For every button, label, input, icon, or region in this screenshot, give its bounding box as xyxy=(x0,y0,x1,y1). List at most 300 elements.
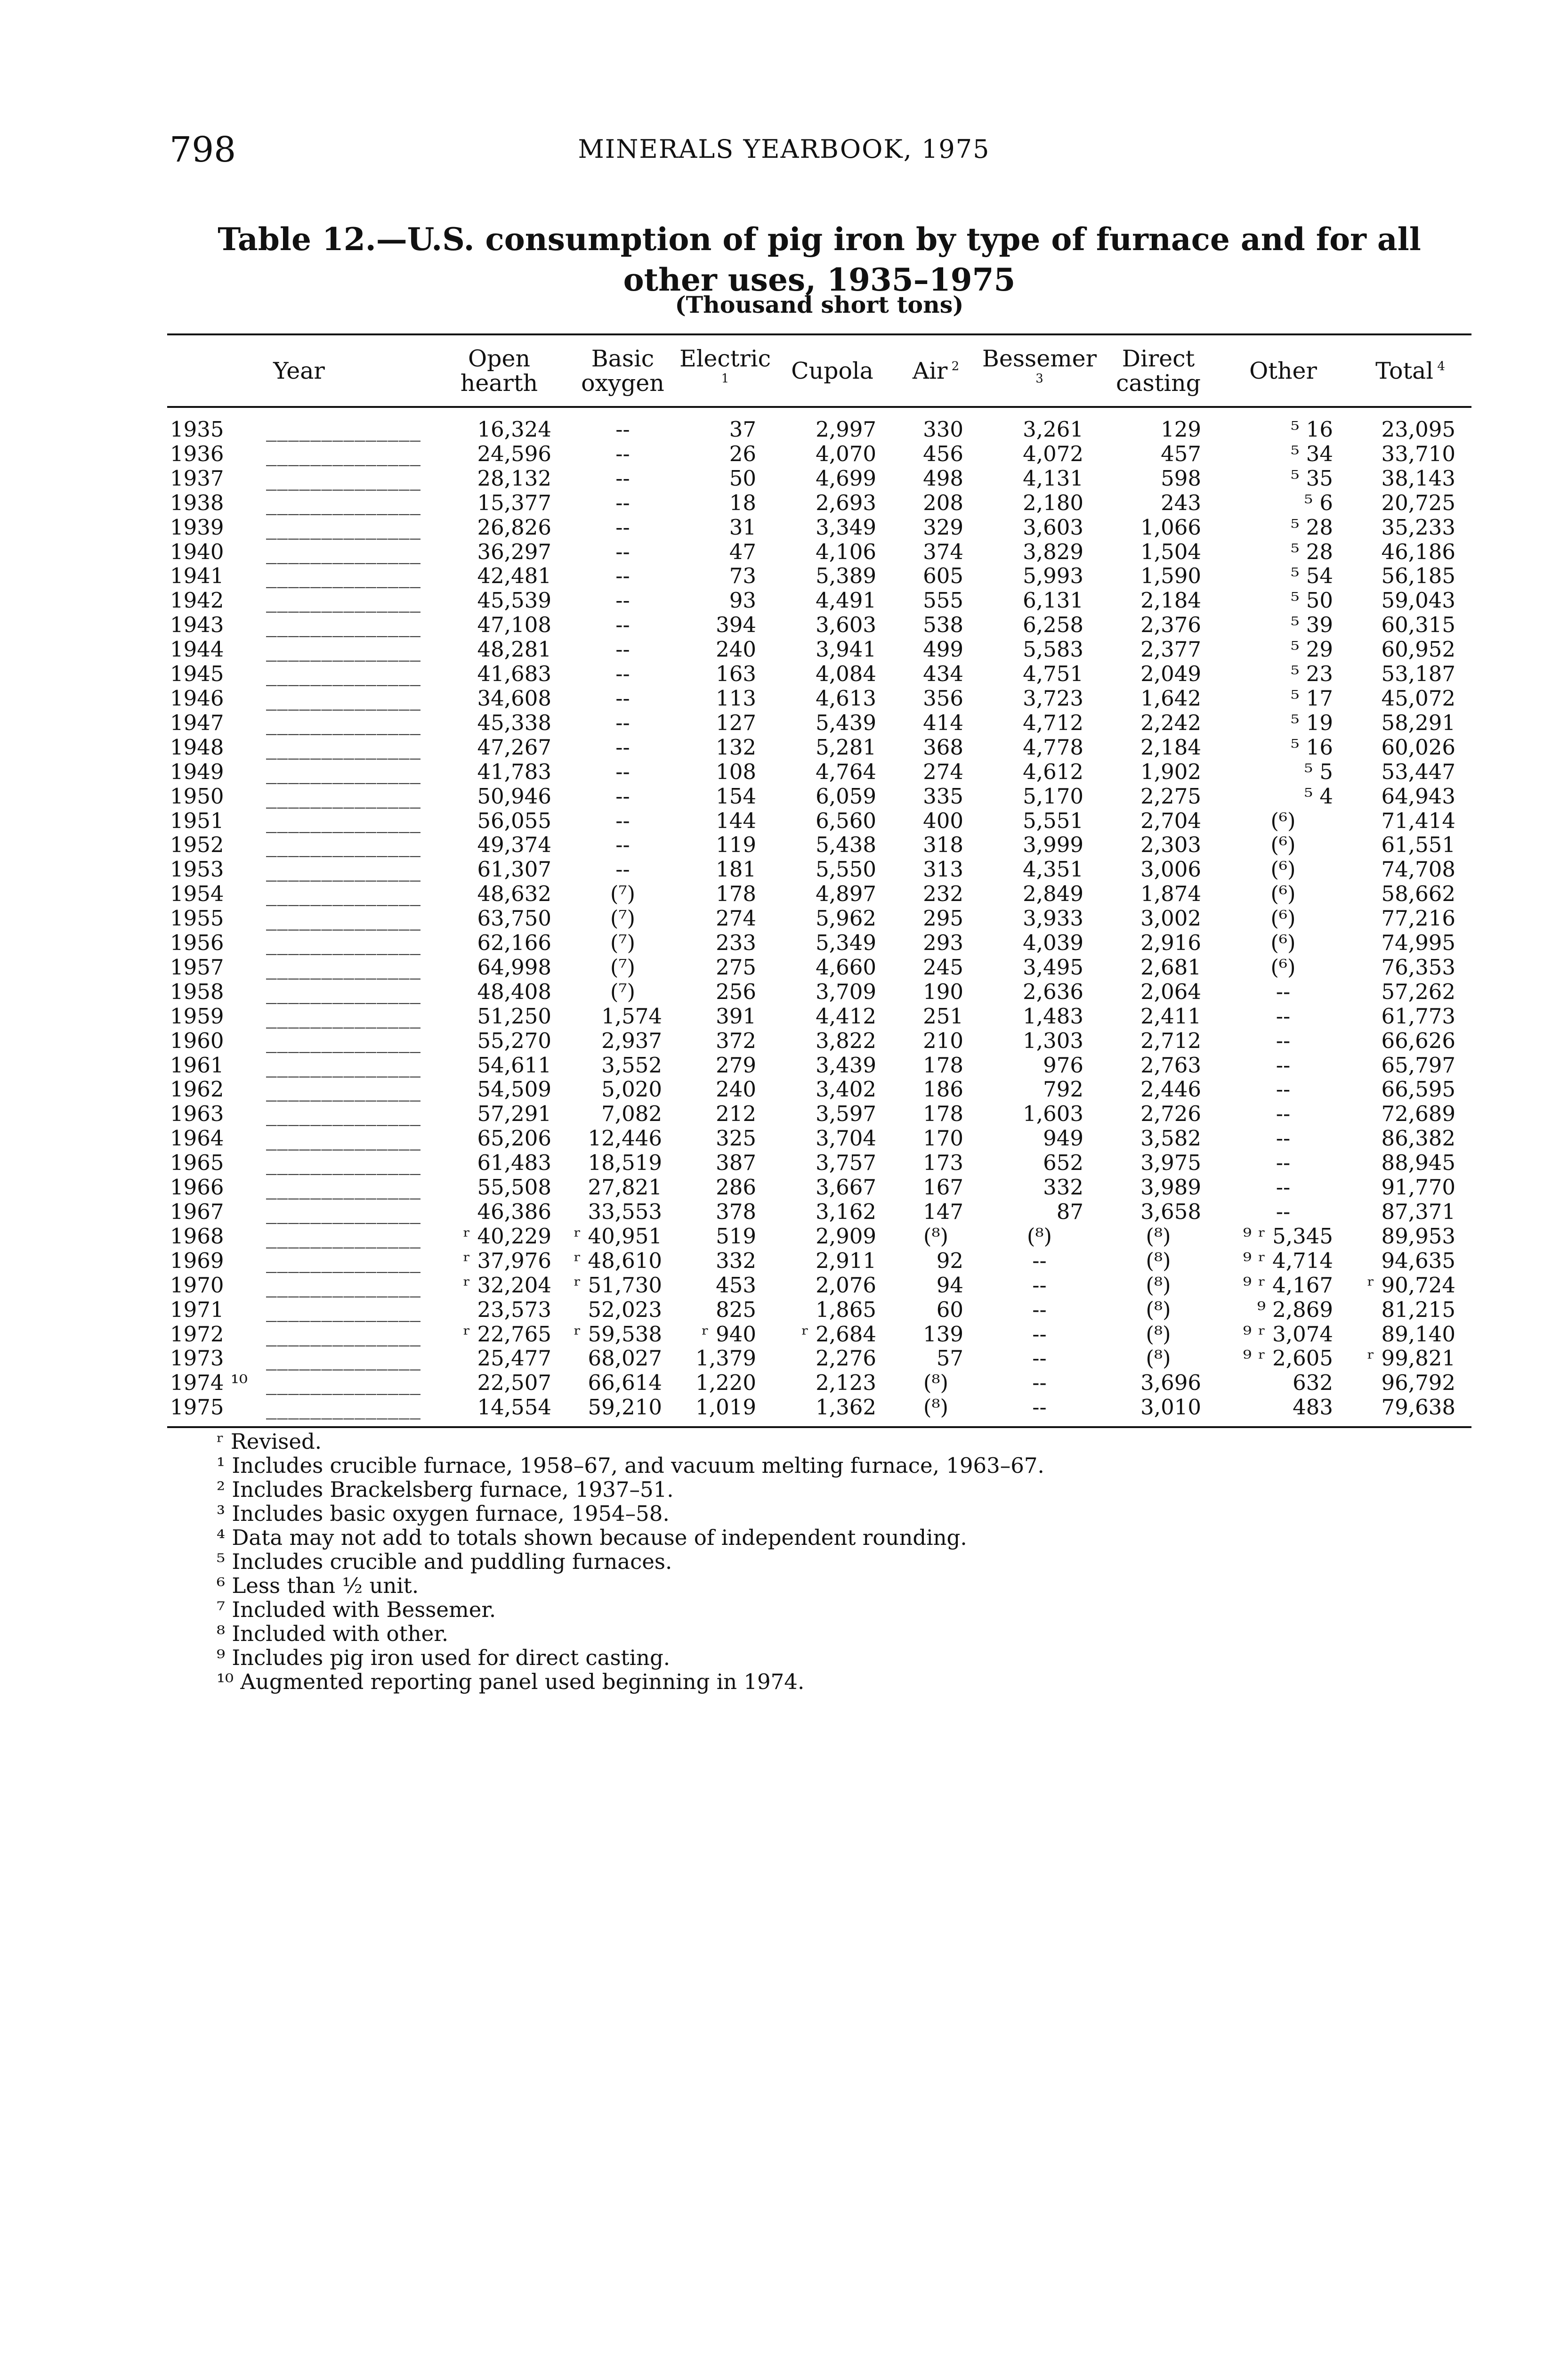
cell-cupola: 4,897 xyxy=(816,881,876,907)
cell-open-hearth: 45,539 xyxy=(477,588,551,613)
table-row xyxy=(167,1224,1471,1249)
cell-total: 60,026 xyxy=(1381,734,1455,760)
dot-leader: ______________ xyxy=(266,1199,421,1224)
table-row xyxy=(167,1004,1471,1029)
cell-direct-casting: 598 xyxy=(1161,465,1201,491)
cell-open-hearth: 54,509 xyxy=(477,1077,551,1102)
row-year: 1970 xyxy=(170,1272,224,1298)
cell-electric: 113 xyxy=(716,685,756,711)
cell-cupola: 2,076 xyxy=(816,1272,876,1298)
dot-leader: ______________ xyxy=(266,612,421,638)
table-row xyxy=(167,760,1471,784)
cell-direct-casting: 3,006 xyxy=(1140,857,1201,882)
cell-other: ⁹ ʳ 4,714 xyxy=(1243,1248,1333,1273)
cell-direct-casting: 2,049 xyxy=(1140,661,1201,687)
cell-basic-oxygen: 52,023 xyxy=(588,1297,662,1322)
cell-basic-oxygen: ʳ 59,538 xyxy=(574,1321,662,1347)
cell-bessemer: 332 xyxy=(1043,1175,1083,1200)
cell-air: 293 xyxy=(923,930,963,956)
row-year: 1952 xyxy=(170,832,224,858)
column-header-2 xyxy=(431,334,567,407)
row-year: 1971 xyxy=(170,1297,224,1322)
cell-direct-casting: 1,642 xyxy=(1140,685,1201,711)
footnote: ⁸ Included with other. xyxy=(217,1621,449,1646)
dot-leader: ______________ xyxy=(266,637,421,662)
cell-total: 64,943 xyxy=(1381,783,1455,809)
cell-cupola: 5,550 xyxy=(816,857,876,882)
table-row xyxy=(167,1126,1471,1151)
cell-cupola: 2,911 xyxy=(816,1248,876,1273)
cell-open-hearth: 45,338 xyxy=(477,710,551,735)
row-year: 1973 xyxy=(170,1346,224,1371)
cell-air: (⁸) xyxy=(923,1223,949,1249)
cell-open-hearth: 34,608 xyxy=(477,685,551,711)
cell-direct-casting: 2,242 xyxy=(1140,710,1201,735)
cell-cupola: 3,822 xyxy=(816,1028,876,1053)
cell-open-hearth: 56,055 xyxy=(477,808,551,833)
cell-total: 81,215 xyxy=(1381,1297,1455,1322)
table-row xyxy=(167,686,1471,711)
cell-direct-casting: 2,704 xyxy=(1140,808,1201,833)
cell-total: 20,725 xyxy=(1381,490,1455,515)
cell-other: -- xyxy=(1276,1175,1291,1200)
cell-other: ⁵ 28 xyxy=(1291,539,1333,564)
cell-bessemer: 87 xyxy=(1056,1199,1083,1224)
cell-basic-oxygen: -- xyxy=(615,465,630,491)
footnote: ³ Includes basic oxygen furnace, 1954–58. xyxy=(217,1501,670,1526)
table-body xyxy=(167,407,1471,1427)
column-header-3 xyxy=(567,334,678,407)
dot-leader: ______________ xyxy=(266,710,421,735)
cell-air: 178 xyxy=(923,1101,963,1127)
cell-bessemer: 3,829 xyxy=(1023,539,1083,564)
cell-year xyxy=(167,1224,431,1249)
row-year: 1940 xyxy=(170,539,224,564)
dot-leader: ______________ xyxy=(266,588,421,613)
cell-cupola: 4,412 xyxy=(816,1003,876,1029)
cell-year xyxy=(167,407,431,442)
cell-basic-oxygen: -- xyxy=(615,588,630,613)
footnote: ⁶ Less than ½ unit. xyxy=(217,1573,419,1598)
cell-year xyxy=(167,613,431,637)
cell-bessemer: 976 xyxy=(1043,1052,1083,1078)
cell-direct-casting: (⁸) xyxy=(1146,1223,1171,1249)
column-header-label: Other xyxy=(1249,357,1317,384)
cell-open-hearth: ʳ 40,229 xyxy=(463,1223,551,1249)
cell-basic-oxygen: 66,614 xyxy=(588,1370,662,1396)
row-year: 1942 xyxy=(170,588,224,613)
cell-total: 74,995 xyxy=(1381,930,1455,956)
cell-air: (⁸) xyxy=(923,1370,949,1396)
cell-bessemer: 2,636 xyxy=(1023,979,1083,1004)
cell-year xyxy=(167,1053,431,1078)
cell-cupola: 3,709 xyxy=(816,979,876,1004)
cell-other: (⁶) xyxy=(1270,832,1296,858)
cell-basic-oxygen: -- xyxy=(615,685,630,711)
cell-total: 45,072 xyxy=(1381,685,1455,711)
cell-bessemer: 652 xyxy=(1043,1150,1083,1176)
column-header-5 xyxy=(772,334,892,407)
cell-air: 400 xyxy=(923,808,963,833)
cell-open-hearth: 47,108 xyxy=(477,612,551,638)
cell-direct-casting: 2,712 xyxy=(1140,1028,1201,1053)
table-row xyxy=(167,1029,1471,1053)
cell-air: 555 xyxy=(923,588,963,613)
table-row xyxy=(167,882,1471,906)
cell-other: (⁶) xyxy=(1270,881,1296,907)
cell-year xyxy=(167,564,431,588)
cell-total: 65,797 xyxy=(1381,1052,1455,1078)
row-year: 1948 xyxy=(170,734,224,760)
cell-cupola: 4,070 xyxy=(816,441,876,466)
page-number: 798 xyxy=(170,130,236,170)
cell-electric: 394 xyxy=(716,612,756,638)
cell-bessemer: 5,583 xyxy=(1023,637,1083,662)
table-row xyxy=(167,466,1471,491)
cell-other: ⁹ ʳ 3,074 xyxy=(1243,1321,1333,1347)
cell-other: (⁶) xyxy=(1270,954,1296,980)
cell-air: 498 xyxy=(923,465,963,491)
row-year: 1961 xyxy=(170,1052,224,1078)
cell-open-hearth: 25,477 xyxy=(477,1346,551,1371)
cell-total: 87,371 xyxy=(1381,1199,1455,1224)
cell-total: 79,638 xyxy=(1349,1395,1471,1427)
dot-leader: ______________ xyxy=(266,563,421,589)
cell-other: -- xyxy=(1276,1003,1291,1029)
cell-cupola: 3,597 xyxy=(816,1101,876,1127)
cell-cupola: 6,560 xyxy=(816,808,876,833)
row-year: 1939 xyxy=(170,514,224,540)
cell-direct-casting: 1,590 xyxy=(1140,563,1201,589)
cell-basic-oxygen: ʳ 40,951 xyxy=(574,1223,662,1249)
cell-direct-casting: 1,874 xyxy=(1140,881,1201,907)
cell-bessemer: 3,933 xyxy=(1023,906,1083,931)
cell-total: 23,095 xyxy=(1381,417,1455,442)
cell-year xyxy=(167,1004,431,1029)
cell-total: 58,662 xyxy=(1381,881,1455,907)
cell-other: -- xyxy=(1276,1052,1291,1078)
row-year: 1956 xyxy=(170,930,224,956)
cell-other: (⁶) xyxy=(1270,906,1296,931)
cell-basic-oxygen: 3,552 xyxy=(601,1052,662,1078)
cell-cupola: 3,603 xyxy=(816,612,876,638)
row-year: 1955 xyxy=(170,906,224,931)
cell-total: 58,291 xyxy=(1381,710,1455,735)
cell-air: 186 xyxy=(923,1077,963,1102)
cell-air: 368 xyxy=(923,734,963,760)
table-row xyxy=(167,931,1471,955)
dot-leader: ______________ xyxy=(266,417,421,442)
cell-direct-casting: 243 xyxy=(1161,490,1201,515)
cell-year xyxy=(167,1126,431,1151)
row-year: 1969 xyxy=(170,1248,224,1273)
cell-total: 71,414 xyxy=(1381,808,1455,833)
dot-leader: ______________ xyxy=(266,1003,421,1029)
cell-electric: 144 xyxy=(716,808,756,833)
cell-year xyxy=(167,1298,431,1322)
cell-open-hearth: 42,481 xyxy=(477,563,551,589)
cell-bessemer: -- xyxy=(1032,1248,1047,1273)
cell-year xyxy=(167,711,431,735)
table-row xyxy=(167,1298,1471,1322)
table-row xyxy=(167,540,1471,564)
cell-bessemer: 1,483 xyxy=(1023,1003,1083,1029)
row-year: 1941 xyxy=(170,563,224,589)
cell-electric: 50 xyxy=(729,465,756,491)
cell-electric: ʳ 940 xyxy=(702,1321,756,1347)
cell-bessemer: 4,778 xyxy=(1023,734,1083,760)
cell-direct-casting: 2,275 xyxy=(1140,783,1201,809)
cell-other: ⁵ 17 xyxy=(1291,685,1333,711)
cell-other: 632 xyxy=(1293,1370,1333,1396)
cell-basic-oxygen: 27,821 xyxy=(588,1175,662,1200)
cell-electric: 378 xyxy=(716,1199,756,1224)
cell-basic-oxygen: -- xyxy=(615,490,630,515)
cell-cupola: 4,660 xyxy=(816,954,876,980)
cell-other: ⁵ 28 xyxy=(1291,514,1333,540)
footnote: ¹⁰ Augmented reporting panel used beginning in 1974. xyxy=(217,1669,805,1694)
cell-total: 94,635 xyxy=(1381,1248,1455,1273)
cell-direct-casting: 2,916 xyxy=(1140,930,1201,956)
column-header-note: 3 xyxy=(1035,372,1043,386)
cell-cupola: 3,162 xyxy=(816,1199,876,1224)
dot-leader: ______________ xyxy=(266,857,421,882)
cell-other: ⁵ 16 xyxy=(1291,734,1333,760)
cell-direct-casting: 457 xyxy=(1161,441,1201,466)
cell-cupola: 5,349 xyxy=(816,930,876,956)
cell-cupola: 4,613 xyxy=(816,685,876,711)
row-year: 1959 xyxy=(170,1003,224,1029)
cell-direct-casting: 2,064 xyxy=(1140,979,1201,1004)
cell-open-hearth: 51,250 xyxy=(477,1003,551,1029)
row-year: 1960 xyxy=(170,1028,224,1053)
cell-direct-casting: 3,975 xyxy=(1140,1150,1201,1176)
cell-basic-oxygen: (⁷) xyxy=(610,979,636,1004)
column-header-note: 1 xyxy=(721,372,729,386)
cell-basic-oxygen: (⁷) xyxy=(610,881,636,907)
cell-year xyxy=(167,1102,431,1126)
cell-other: ⁵ 4 xyxy=(1304,783,1333,809)
table-row xyxy=(167,407,1471,442)
cell-year xyxy=(167,833,431,857)
cell-bessemer: 949 xyxy=(1043,1126,1083,1151)
dot-leader: ______________ xyxy=(266,734,421,760)
cell-other: ⁹ ʳ 4,167 xyxy=(1243,1272,1333,1298)
cell-total: 53,187 xyxy=(1381,661,1455,687)
cell-cupola: ʳ 2,684 xyxy=(801,1321,876,1347)
cell-open-hearth: ʳ 22,765 xyxy=(463,1321,551,1347)
cell-basic-oxygen: 59,210 xyxy=(567,1395,678,1427)
cell-total: ʳ 90,724 xyxy=(1367,1272,1455,1298)
row-year: 1951 xyxy=(170,808,224,833)
column-header-10 xyxy=(1349,334,1471,407)
cell-year xyxy=(167,857,431,882)
table-row xyxy=(167,613,1471,637)
cell-other: ⁵ 23 xyxy=(1291,661,1333,687)
cell-open-hearth: 41,683 xyxy=(477,661,551,687)
cell-cupola: 5,439 xyxy=(816,710,876,735)
cell-total: 96,792 xyxy=(1381,1370,1455,1396)
cell-basic-oxygen: -- xyxy=(615,514,630,540)
cell-basic-oxygen: -- xyxy=(615,563,630,589)
cell-basic-oxygen: -- xyxy=(615,539,630,564)
cell-electric: 178 xyxy=(716,881,756,907)
column-header-label: Air xyxy=(912,357,948,384)
cell-electric: 325 xyxy=(716,1126,756,1151)
cell-cupola: 4,699 xyxy=(816,465,876,491)
cell-electric: 387 xyxy=(716,1150,756,1176)
cell-cupola: 4,084 xyxy=(816,661,876,687)
cell-electric: 212 xyxy=(716,1101,756,1127)
cell-cupola: 4,764 xyxy=(816,759,876,784)
row-year: 1966 xyxy=(170,1175,224,1200)
cell-electric: 256 xyxy=(716,979,756,1004)
cell-year xyxy=(167,809,431,833)
cell-total: 86,382 xyxy=(1381,1126,1455,1151)
cell-open-hearth: 63,750 xyxy=(477,906,551,931)
cell-cupola: 5,281 xyxy=(816,734,876,760)
row-year: 1953 xyxy=(170,857,224,882)
cell-year xyxy=(167,637,431,662)
cell-total: 61,551 xyxy=(1381,832,1455,858)
cell-total: 89,140 xyxy=(1381,1321,1455,1347)
cell-electric: 47 xyxy=(729,539,756,564)
cell-basic-oxygen: -- xyxy=(615,661,630,687)
column-header-label: Year xyxy=(273,357,325,384)
cell-bessemer: 3,495 xyxy=(1023,954,1083,980)
cell-electric: 31 xyxy=(729,514,756,540)
table-row xyxy=(167,1249,1471,1273)
footnote: ⁷ Included with Bessemer. xyxy=(217,1597,496,1622)
cell-total: 88,945 xyxy=(1381,1150,1455,1176)
cell-direct-casting: 129 xyxy=(1161,417,1201,442)
cell-bessemer: 5,993 xyxy=(1023,563,1083,589)
consumption-table xyxy=(167,333,1471,1428)
row-year: 1950 xyxy=(170,783,224,809)
cell-open-hearth: 14,554 xyxy=(431,1395,567,1427)
cell-direct-casting: 1,066 xyxy=(1140,514,1201,540)
row-year: 1938 xyxy=(170,490,224,515)
column-header-label: Electric xyxy=(679,345,771,372)
column-header-9 xyxy=(1217,334,1349,407)
cell-year xyxy=(167,882,431,906)
cell-electric: 127 xyxy=(716,710,756,735)
cell-basic-oxygen: -- xyxy=(615,612,630,638)
table-row xyxy=(167,442,1471,466)
table-row xyxy=(167,784,1471,809)
cell-air: 147 xyxy=(923,1199,963,1224)
cell-other: ⁵ 29 xyxy=(1291,637,1333,662)
cell-bessemer: 2,849 xyxy=(1023,881,1083,907)
dot-leader: ______________ xyxy=(266,1150,421,1176)
cell-basic-oxygen: 33,553 xyxy=(588,1199,662,1224)
cell-year xyxy=(167,515,431,540)
cell-other: (⁶) xyxy=(1270,857,1296,882)
cell-bessemer: 3,261 xyxy=(1023,417,1083,442)
row-year: 1974 ¹⁰ xyxy=(170,1370,248,1396)
column-header-6 xyxy=(892,334,979,407)
row-year: 1963 xyxy=(170,1101,224,1127)
cell-total: 66,626 xyxy=(1381,1028,1455,1053)
cell-electric: 332 xyxy=(716,1248,756,1273)
table-row xyxy=(167,1273,1471,1298)
column-header-8 xyxy=(1099,334,1217,407)
cell-other: -- xyxy=(1276,979,1291,1004)
cell-year xyxy=(167,1273,431,1298)
cell-direct-casting: 2,184 xyxy=(1140,734,1201,760)
dot-leader: ______________ xyxy=(266,661,421,687)
cell-year xyxy=(167,491,431,515)
cell-basic-oxygen: ʳ 48,610 xyxy=(574,1248,662,1273)
row-year: 1965 xyxy=(170,1150,224,1176)
cell-air: 139 xyxy=(923,1321,963,1347)
dot-leader: ______________ xyxy=(266,1077,421,1102)
cell-direct-casting: 3,582 xyxy=(1140,1126,1201,1151)
pig-iron-table xyxy=(167,333,1471,1428)
dot-leader: ______________ xyxy=(266,979,421,1004)
cell-basic-oxygen: -- xyxy=(615,637,630,662)
cell-open-hearth: 50,946 xyxy=(477,783,551,809)
table-row xyxy=(167,588,1471,613)
cell-open-hearth: 65,206 xyxy=(477,1126,551,1151)
cell-electric: 274 xyxy=(716,906,756,931)
cell-year xyxy=(167,1346,431,1371)
dot-leader: ______________ xyxy=(266,1321,421,1347)
cell-air: 173 xyxy=(923,1150,963,1176)
cell-air: 60 xyxy=(936,1297,963,1322)
cell-cupola: 5,389 xyxy=(816,563,876,589)
table-row xyxy=(167,1175,1471,1200)
cell-air: 414 xyxy=(923,710,963,735)
column-header-note: 2 xyxy=(947,359,960,374)
cell-open-hearth: 28,132 xyxy=(477,465,551,491)
cell-other: ⁵ 54 xyxy=(1291,563,1333,589)
column-header-label: Open hearth xyxy=(460,345,538,397)
cell-direct-casting: 3,989 xyxy=(1140,1175,1201,1200)
cell-bessemer: 4,072 xyxy=(1023,441,1083,466)
cell-year xyxy=(167,735,431,760)
cell-electric: 26 xyxy=(729,441,756,466)
cell-total: 89,953 xyxy=(1381,1223,1455,1249)
row-year: 1967 xyxy=(170,1199,224,1224)
cell-open-hearth: 54,611 xyxy=(477,1052,551,1078)
cell-year xyxy=(167,955,431,980)
dot-leader: ______________ xyxy=(266,1395,421,1420)
cell-bessemer: 3,723 xyxy=(1023,685,1083,711)
cell-open-hearth: 61,483 xyxy=(477,1150,551,1176)
cell-cupola: 3,704 xyxy=(816,1126,876,1151)
cell-year xyxy=(167,784,431,809)
cell-air: 251 xyxy=(923,1003,963,1029)
dot-leader: ______________ xyxy=(266,881,421,907)
table-row xyxy=(167,491,1471,515)
cell-direct-casting: 3,010 xyxy=(1099,1395,1217,1427)
cell-electric: 154 xyxy=(716,783,756,809)
cell-air: 538 xyxy=(923,612,963,638)
footnote: ⁴ Data may not add to totals shown because of independent rounding. xyxy=(217,1525,967,1550)
cell-bessemer: 1,303 xyxy=(1023,1028,1083,1053)
cell-open-hearth: 61,307 xyxy=(477,857,551,882)
dot-leader: ______________ xyxy=(266,490,421,515)
cell-electric: 240 xyxy=(716,1077,756,1102)
dot-leader: ______________ xyxy=(266,514,421,540)
cell-basic-oxygen: -- xyxy=(615,783,630,809)
row-year: 1964 xyxy=(170,1126,224,1151)
cell-cupola: 5,438 xyxy=(816,832,876,858)
cell-open-hearth: 24,596 xyxy=(477,441,551,466)
table-row xyxy=(167,515,1471,540)
row-year: 1945 xyxy=(170,661,224,687)
